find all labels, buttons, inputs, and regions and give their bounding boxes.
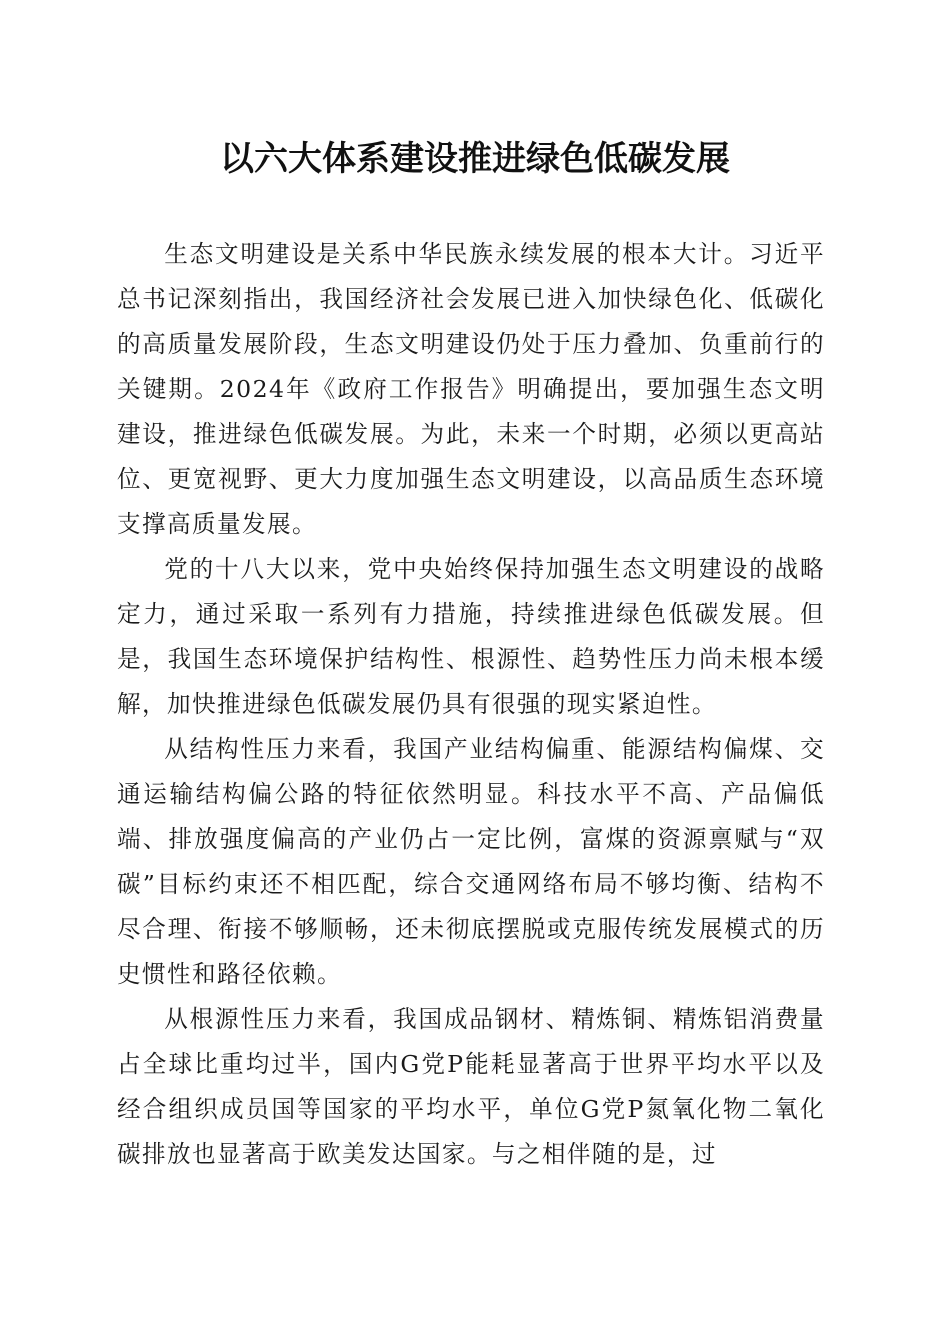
paragraph-4: 从根源性压力来看，我国成品钢材、精炼铜、精炼铝消费量占全球比重均过半，国内G党P能耗显著高于世界平均水平以及经合组织成员国等国家的平均水平，单位G党P氮氧化物二氧化碳排放也显著高于欧美发达国家。与之相伴随的是，过 [117,1005,825,1168]
paragraph-2: 党的十八大以来，党中央始终保持加强生态文明建设的战略定力，通过采取一系列有力措施，持续推进绿色低碳发展。但是，我国生态环境保护结构性、根源性、趋势性压力尚未根本缓解，加快推进绿色低碳发展仍具有很强的现实紧迫性。 [117,555,825,718]
paragraph-1: 生态文明建设是关系中华民族永续发展的根本大计。习近平总书记深刻指出，我国经济社会发展已进入加快绿色化、低碳化的高质量发展阶段，生态文明建设仍处于压力叠加、负重前行的关键期。2024年《政府工作报告》明确提出，要加强生态文明建设，推进绿色低碳发展。为此，未来一个时期，必须以更高站位、更宽视野、更大力度加强生态文明建设，以高品质生态环境支撑高质量发展。 [117,240,825,538]
document-body [117,232,825,1177]
paragraph-3: 从结构性压力来看，我国产业结构偏重、能源结构偏煤、交通运输结构偏公路的特征依然明显。科技水平不高、产品偏低端、排放强度偏高的产业仍占一定比例，富煤的资源禀赋与“双碳”目标约束还不相匹配，综合交通网络布局不够均衡、结构不尽合理、衔接不够顺畅，还未彻底摆脱或克服传统发展模式的历史惯性和路径依赖。 [117,735,825,988]
document-title: 以六大体系建设推进绿色低碳发展 [220,139,730,179]
